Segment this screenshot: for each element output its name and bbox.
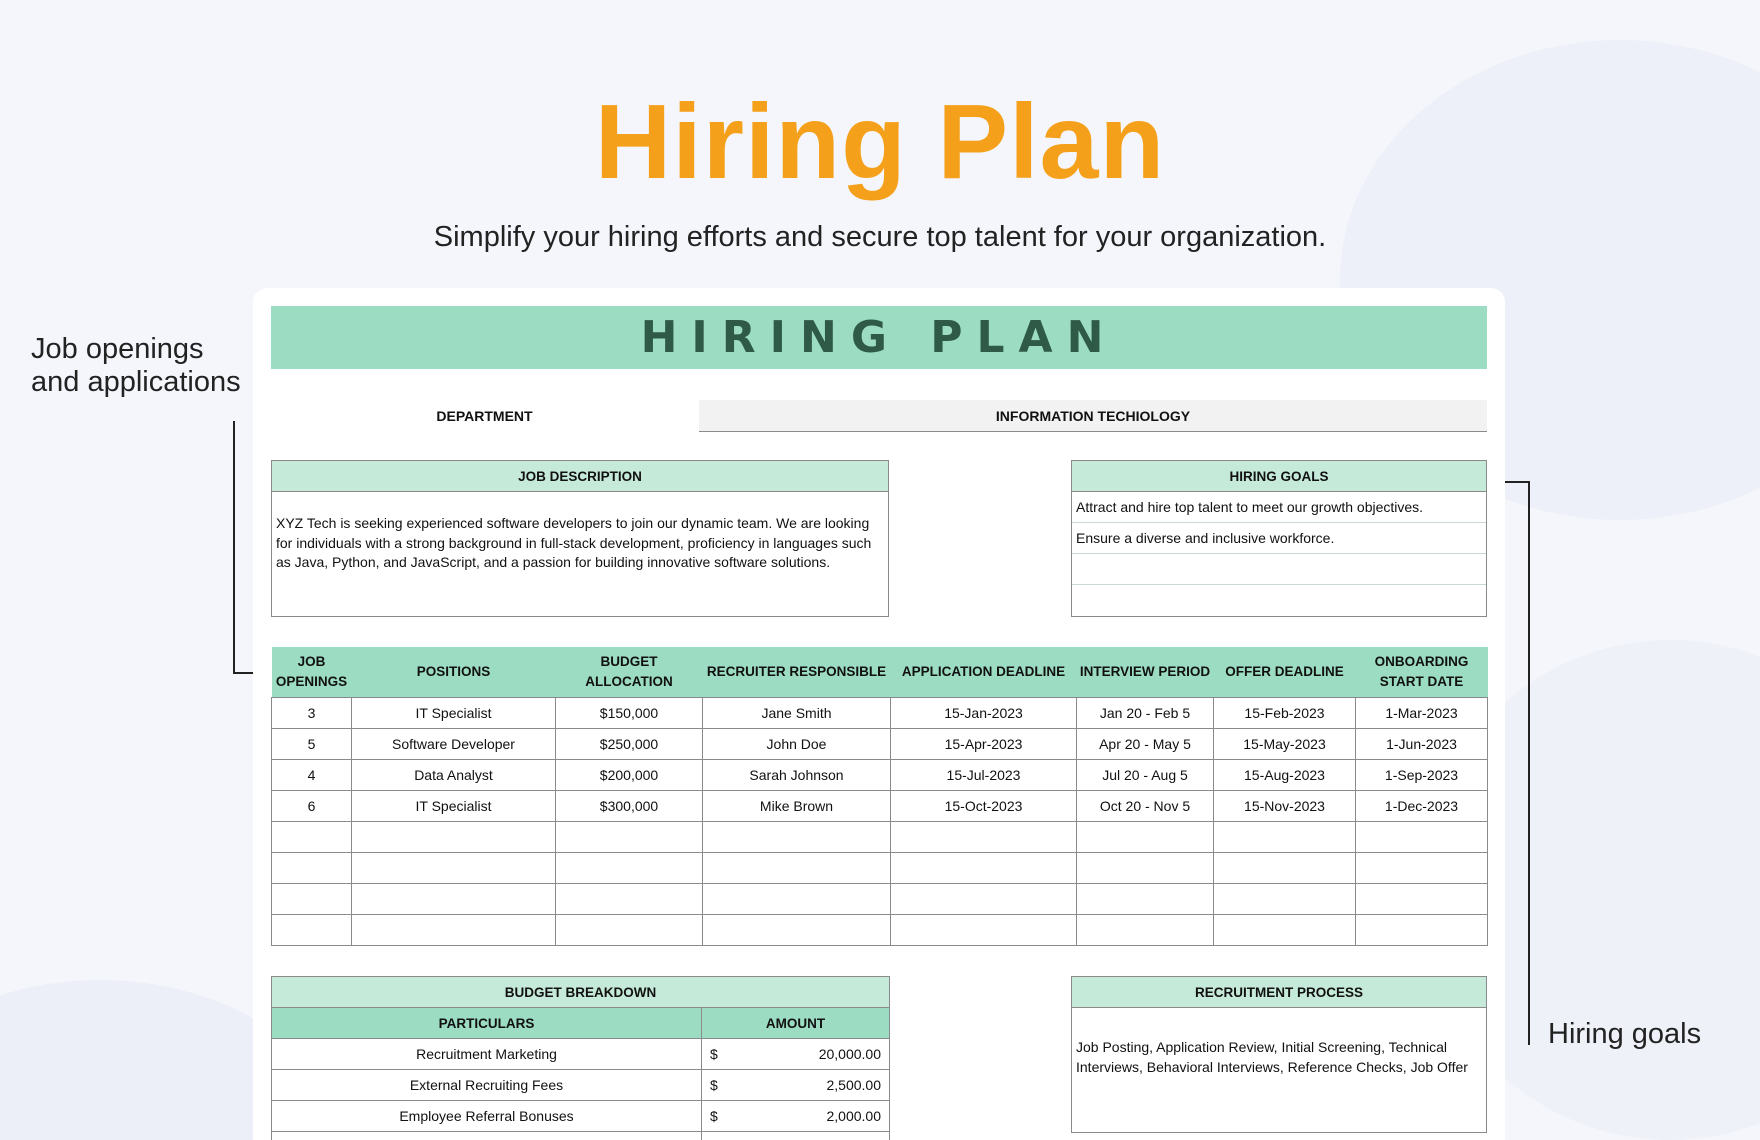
hiring-plan-sheet xyxy=(253,288,1505,1140)
cell-position[interactable] xyxy=(352,883,556,914)
callout-hiring-goals: Hiring goals xyxy=(1548,1018,1702,1050)
cell-application-deadline[interactable]: 15-Jul-2023 xyxy=(891,759,1077,790)
budget-amount-cell[interactable] xyxy=(702,1101,890,1132)
recruitment-process-text[interactable]: Job Posting, Application Review, Initial Screening, Technical Interviews, Behavioral Interviews, Reference Checks, Job Offer xyxy=(1076,1039,1468,1075)
cell-recruiter[interactable] xyxy=(703,821,891,852)
cell-budget[interactable] xyxy=(556,883,703,914)
recruitment-process-heading: RECRUITMENT PROCESS xyxy=(1072,977,1486,1008)
cell-budget[interactable]: $250,000 xyxy=(556,728,703,759)
cell-position[interactable]: Data Analyst xyxy=(352,759,556,790)
cell-interview-period[interactable] xyxy=(1077,883,1214,914)
cell-job-openings[interactable]: 3 xyxy=(272,697,352,728)
budget-heading-row xyxy=(272,977,890,1008)
col-header-onboarding-start: ONBOARDING START DATE xyxy=(1356,647,1488,697)
budget-amount-cell[interactable] xyxy=(702,1132,890,1140)
department-value[interactable]: INFORMATION TECHIOLOGY xyxy=(699,400,1487,432)
table-row xyxy=(272,697,1488,728)
currency-symbol: $ xyxy=(710,1046,718,1062)
callout-job-openings xyxy=(31,333,241,399)
table-row xyxy=(272,759,1488,790)
cell-offer-deadline[interactable] xyxy=(1214,914,1356,945)
cell-onboarding-start[interactable]: 1-Jun-2023 xyxy=(1356,728,1488,759)
cell-budget[interactable]: $200,000 xyxy=(556,759,703,790)
budget-breakdown-table xyxy=(271,976,890,1140)
cell-job-openings[interactable]: 6 xyxy=(272,790,352,821)
cell-recruiter[interactable]: Sarah Johnson xyxy=(703,759,891,790)
cell-recruiter[interactable]: John Doe xyxy=(703,728,891,759)
cell-offer-deadline[interactable] xyxy=(1214,821,1356,852)
budget-subheader-row xyxy=(272,1008,890,1039)
callout-connector xyxy=(233,421,235,674)
hiring-goals-box xyxy=(1071,460,1487,617)
cell-position[interactable]: IT Specialist xyxy=(352,697,556,728)
budget-particular[interactable]: External Recruiting Fees xyxy=(272,1070,702,1101)
cell-job-openings[interactable]: 5 xyxy=(272,728,352,759)
cell-job-openings[interactable]: 4 xyxy=(272,759,352,790)
hiring-goal-item[interactable] xyxy=(1072,554,1486,585)
department-label: DEPARTMENT xyxy=(436,408,533,424)
cell-onboarding-start[interactable]: 1-Sep-2023 xyxy=(1356,759,1488,790)
table-row xyxy=(272,728,1488,759)
col-header-offer-deadline: OFFER DEADLINE xyxy=(1214,647,1356,697)
cell-interview-period[interactable] xyxy=(1077,852,1214,883)
cell-application-deadline[interactable]: 15-Apr-2023 xyxy=(891,728,1077,759)
budget-amount: 2,000.00 xyxy=(826,1108,881,1124)
table-row xyxy=(272,821,1488,852)
cell-budget[interactable]: $300,000 xyxy=(556,790,703,821)
job-description-box xyxy=(271,460,889,617)
cell-position[interactable] xyxy=(352,914,556,945)
col-header-particulars: PARTICULARS xyxy=(272,1008,702,1039)
cell-position[interactable] xyxy=(352,821,556,852)
cell-onboarding-start[interactable]: 1-Mar-2023 xyxy=(1356,697,1488,728)
cell-onboarding-start[interactable] xyxy=(1356,852,1488,883)
table-row xyxy=(272,1070,890,1101)
budget-particular[interactable]: Employee Referral Bonuses xyxy=(272,1101,702,1132)
job-description-heading: JOB DESCRIPTION xyxy=(272,461,888,492)
col-header-job-openings: JOB OPENINGS xyxy=(272,647,352,697)
cell-budget[interactable]: $150,000 xyxy=(556,697,703,728)
job-description-text[interactable]: XYZ Tech is seeking experienced software developers to join our dynamic team. We are looking for individuals with a strong background in full-stack development, proficiency in languages such as Java, Python, and JavaScript, and a passion for building innovative software solutions. xyxy=(276,515,872,571)
job-openings-table xyxy=(271,647,1488,946)
budget-amount-cell[interactable] xyxy=(702,1039,890,1070)
currency-symbol: $ xyxy=(710,1108,718,1124)
table-row xyxy=(272,1039,890,1070)
budget-particular[interactable]: Recruitment Marketing xyxy=(272,1039,702,1070)
cell-application-deadline[interactable] xyxy=(891,821,1077,852)
currency-symbol: $ xyxy=(710,1077,718,1093)
cell-interview-period[interactable]: Jan 20 - Feb 5 xyxy=(1077,697,1214,728)
table-row xyxy=(272,883,1488,914)
budget-amount: 20,000.00 xyxy=(818,1046,881,1062)
budget-amount-cell[interactable] xyxy=(702,1070,890,1101)
cell-job-openings[interactable] xyxy=(272,852,352,883)
col-header-amount: AMOUNT xyxy=(702,1008,890,1039)
page-subtitle: Simplify your hiring efforts and secure top talent for your organization. xyxy=(433,221,1327,253)
cell-onboarding-start[interactable] xyxy=(1356,914,1488,945)
cell-recruiter[interactable]: Jane Smith xyxy=(703,697,891,728)
hiring-goals-heading: HIRING GOALS xyxy=(1072,461,1486,492)
cell-position[interactable] xyxy=(352,852,556,883)
budget-amount: 2,500.00 xyxy=(826,1077,881,1093)
cell-recruiter[interactable] xyxy=(703,852,891,883)
cell-offer-deadline[interactable] xyxy=(1214,852,1356,883)
cell-interview-period[interactable]: Oct 20 - Nov 5 xyxy=(1077,790,1214,821)
cell-job-openings[interactable] xyxy=(272,883,352,914)
col-header-application-deadline: APPLICATION DEADLINE xyxy=(891,647,1077,697)
cell-application-deadline[interactable]: 15-Jan-2023 xyxy=(891,697,1077,728)
table-row xyxy=(272,914,1488,945)
cell-offer-deadline[interactable]: 15-Aug-2023 xyxy=(1214,759,1356,790)
cell-recruiter[interactable]: Mike Brown xyxy=(703,790,891,821)
col-header-recruiter: RECRUITER RESPONSIBLE xyxy=(703,647,891,697)
cell-position[interactable]: Software Developer xyxy=(352,728,556,759)
hiring-goal-item[interactable]: Attract and hire top talent to meet our growth objectives. xyxy=(1072,492,1486,523)
cell-application-deadline[interactable] xyxy=(891,883,1077,914)
cell-job-openings[interactable] xyxy=(272,914,352,945)
table-row xyxy=(272,790,1488,821)
budget-particular[interactable] xyxy=(272,1132,702,1140)
hiring-goal-item[interactable]: Ensure a diverse and inclusive workforce. xyxy=(1072,523,1486,554)
col-header-interview-period: INTERVIEW PERIOD xyxy=(1077,647,1214,697)
cell-position[interactable]: IT Specialist xyxy=(352,790,556,821)
cell-application-deadline[interactable]: 15-Oct-2023 xyxy=(891,790,1077,821)
callout-line-2: and applications xyxy=(31,366,241,398)
cell-application-deadline[interactable] xyxy=(891,852,1077,883)
hiring-goal-item[interactable] xyxy=(1072,585,1486,616)
cell-onboarding-start[interactable] xyxy=(1356,883,1488,914)
cell-onboarding-start[interactable] xyxy=(1356,821,1488,852)
cell-offer-deadline[interactable]: 15-May-2023 xyxy=(1214,728,1356,759)
cell-job-openings[interactable] xyxy=(272,821,352,852)
table-header-row xyxy=(272,647,1488,697)
callout-connector xyxy=(1528,481,1530,1045)
cell-interview-period[interactable] xyxy=(1077,914,1214,945)
table-row xyxy=(272,852,1488,883)
table-row xyxy=(272,1132,890,1140)
cell-onboarding-start[interactable]: 1-Dec-2023 xyxy=(1356,790,1488,821)
callout-line-1: Job openings xyxy=(31,333,204,365)
cell-offer-deadline[interactable]: 15-Nov-2023 xyxy=(1214,790,1356,821)
cell-budget[interactable] xyxy=(556,914,703,945)
col-header-positions: POSITIONS xyxy=(352,647,556,697)
recruitment-process-box xyxy=(1071,976,1487,1133)
cell-budget[interactable] xyxy=(556,852,703,883)
cell-interview-period[interactable]: Apr 20 - May 5 xyxy=(1077,728,1214,759)
cell-interview-period[interactable] xyxy=(1077,821,1214,852)
page-title: Hiring Plan xyxy=(594,83,1166,201)
cell-offer-deadline[interactable] xyxy=(1214,883,1356,914)
sheet-banner: HIRING PLAN xyxy=(271,306,1487,369)
table-row xyxy=(272,1101,890,1132)
cell-budget[interactable] xyxy=(556,821,703,852)
cell-offer-deadline[interactable]: 15-Feb-2023 xyxy=(1214,697,1356,728)
cell-interview-period[interactable]: Jul 20 - Aug 5 xyxy=(1077,759,1214,790)
col-header-budget-allocation: BUDGET ALLOCATION xyxy=(556,647,703,697)
budget-breakdown-heading: BUDGET BREAKDOWN xyxy=(272,977,890,1008)
cell-recruiter[interactable] xyxy=(703,914,891,945)
cell-recruiter[interactable] xyxy=(703,883,891,914)
cell-application-deadline[interactable] xyxy=(891,914,1077,945)
